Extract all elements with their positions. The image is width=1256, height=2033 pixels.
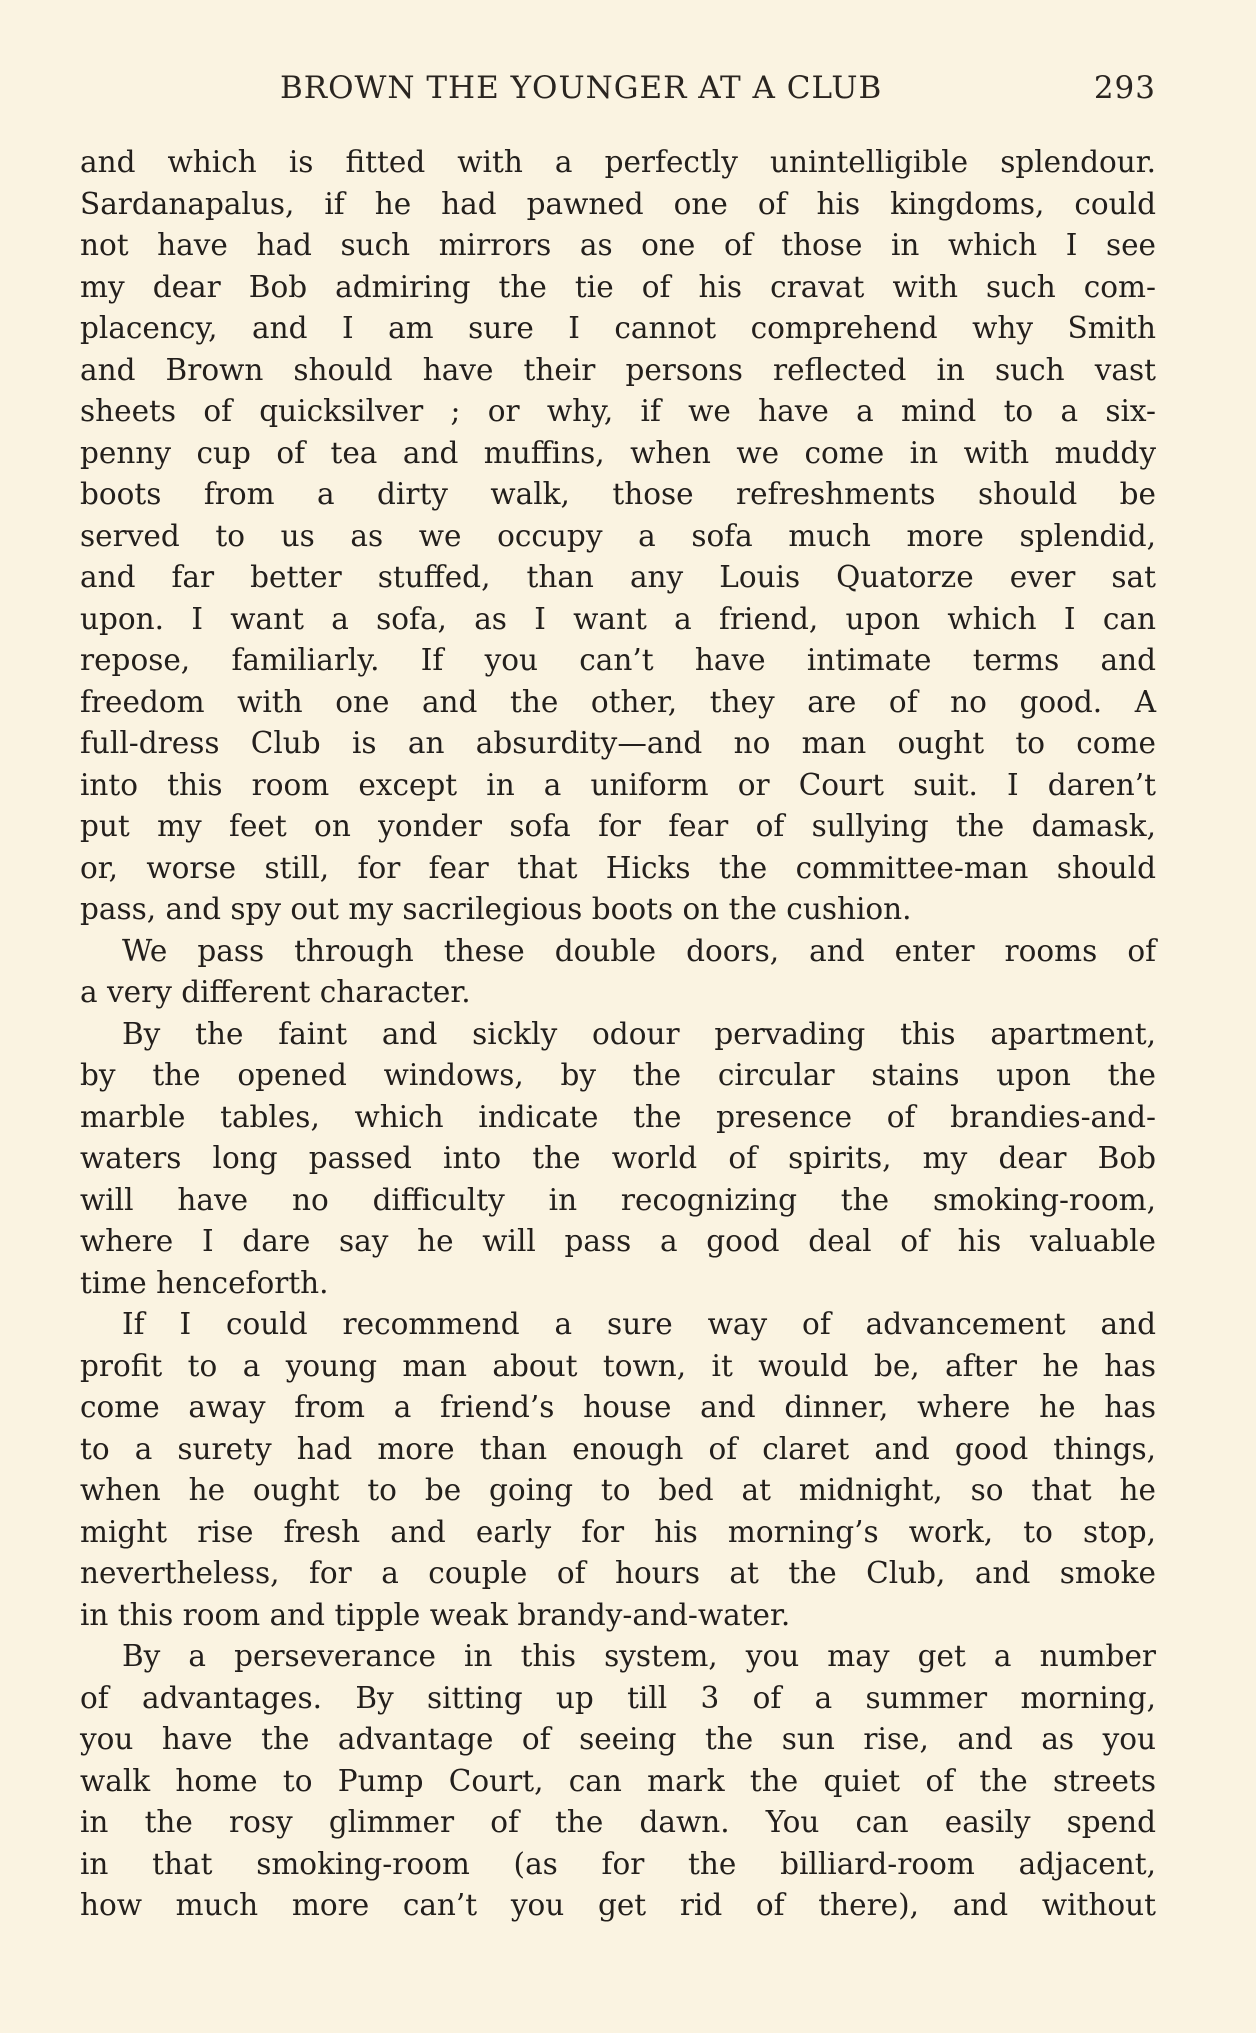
running-head <box>80 70 1156 116</box>
paragraph <box>80 142 1156 931</box>
text-line: pass, and spy out my sacrilegious boots on the cushion. <box>80 892 912 926</box>
text-line: If I could recommend a sure way of advancement and <box>122 1307 1156 1341</box>
body-text <box>80 142 1156 1927</box>
text-line: Sardanapalus, if he had pawned one of his kingdoms, could <box>80 186 1156 221</box>
text-line: placency, and I am sure I cannot comprehend why Smith <box>80 311 1156 345</box>
text-line: in this room and tipple weak brandy-and-water. <box>80 1597 791 1632</box>
text-line: not have had such mirrors as one of those in which I see <box>80 228 1156 262</box>
text-line: put my feet on yonder sofa for fear of sullying the damask, <box>80 809 1156 843</box>
text-line: profit to a young man about town, it would be, after he has <box>80 1348 1156 1383</box>
text-line: and Brown should have their persons reflected in such vast <box>80 352 1156 387</box>
text-line: of advantages. By sitting up till 3 of a summer morning, <box>80 1680 1156 1715</box>
text-line: or, worse still, for fear that Hicks the committee-man should <box>80 850 1156 885</box>
text-line: and which is fitted with a perfectly unintelligible splendour. <box>80 145 1156 179</box>
text-line: my dear Bob admiring the tie of his cravat with such com- <box>80 269 1156 304</box>
text-line: full-dress Club is an absurdity—and no man ought to come <box>80 726 1156 760</box>
text-line: served to us as we occupy a sofa much more splendid, <box>80 518 1156 553</box>
text-line: repose, familiarly. If you can’t have intimate terms and <box>80 643 1156 677</box>
text-line: come away from a friend’s house and dinner, where he has <box>80 1390 1156 1424</box>
text-line: to a surety had more than enough of claret and good things, <box>80 1431 1156 1466</box>
text-line: By the faint and sickly odour pervading this apartment, <box>122 1016 1156 1051</box>
text-line: By a perseverance in this system, you may get a number <box>122 1639 1156 1673</box>
paragraph <box>80 1014 1156 1305</box>
text-line: marble tables, which indicate the presence of brandies-and- <box>80 1099 1156 1134</box>
text-line: by the opened windows, by the circular stains upon the <box>80 1058 1156 1092</box>
text-line: might rise fresh and early for his morning’s work, to stop, <box>80 1514 1156 1549</box>
text-line: penny cup of tea and muffins, when we come in with muddy <box>80 435 1156 470</box>
text-line: boots from a dirty walk, those refreshments should be <box>80 477 1156 511</box>
paragraph <box>80 931 1156 1014</box>
text-line: freedom with one and the other, they are of no good. A <box>80 684 1156 719</box>
text-line: walk home to Pump Court, can mark the quiet of the streets <box>80 1763 1156 1798</box>
text-line: a very different character. <box>80 975 471 1009</box>
text-line: time henceforth. <box>80 1265 329 1300</box>
paragraph <box>80 1304 1156 1636</box>
text-line: how much more can’t you get rid of there), and without <box>80 1888 1156 1922</box>
text-line: into this room except in a uniform or Court suit. I daren’t <box>80 767 1156 802</box>
page-number: 293 <box>1093 70 1156 106</box>
text-line: waters long passed into the world of spirits, my dear Bob <box>80 1141 1156 1175</box>
text-line: in that smoking-room (as for the billiard-room adjacent, <box>80 1846 1156 1881</box>
text-line: upon. I want a sofa, as I want a friend, upon which I can <box>80 601 1156 636</box>
text-line: and far better stuffed, than any Louis Quatorze ever sat <box>80 560 1156 594</box>
text-line: We pass through these double doors, and enter rooms of <box>122 933 1156 968</box>
text-line: where I dare say he will pass a good deal of his valuable <box>80 1224 1156 1258</box>
paragraph <box>80 1636 1156 1927</box>
text-line: sheets of quicksilver ; or why, if we have a mind to a six- <box>80 394 1156 428</box>
text-line: you have the advantage of seeing the sun rise, and as you <box>80 1722 1156 1756</box>
running-title: BROWN THE YOUNGER AT A CLUB <box>280 70 883 106</box>
text-line: nevertheless, for a couple of hours at the Club, and smoke <box>80 1556 1156 1590</box>
text-line: in the rosy glimmer of the dawn. You can easily spend <box>80 1805 1156 1839</box>
text-line: will have no difficulty in recognizing the smoking-room, <box>80 1182 1156 1217</box>
text-line: when he ought to be going to bed at midnight, so that he <box>80 1473 1156 1507</box>
